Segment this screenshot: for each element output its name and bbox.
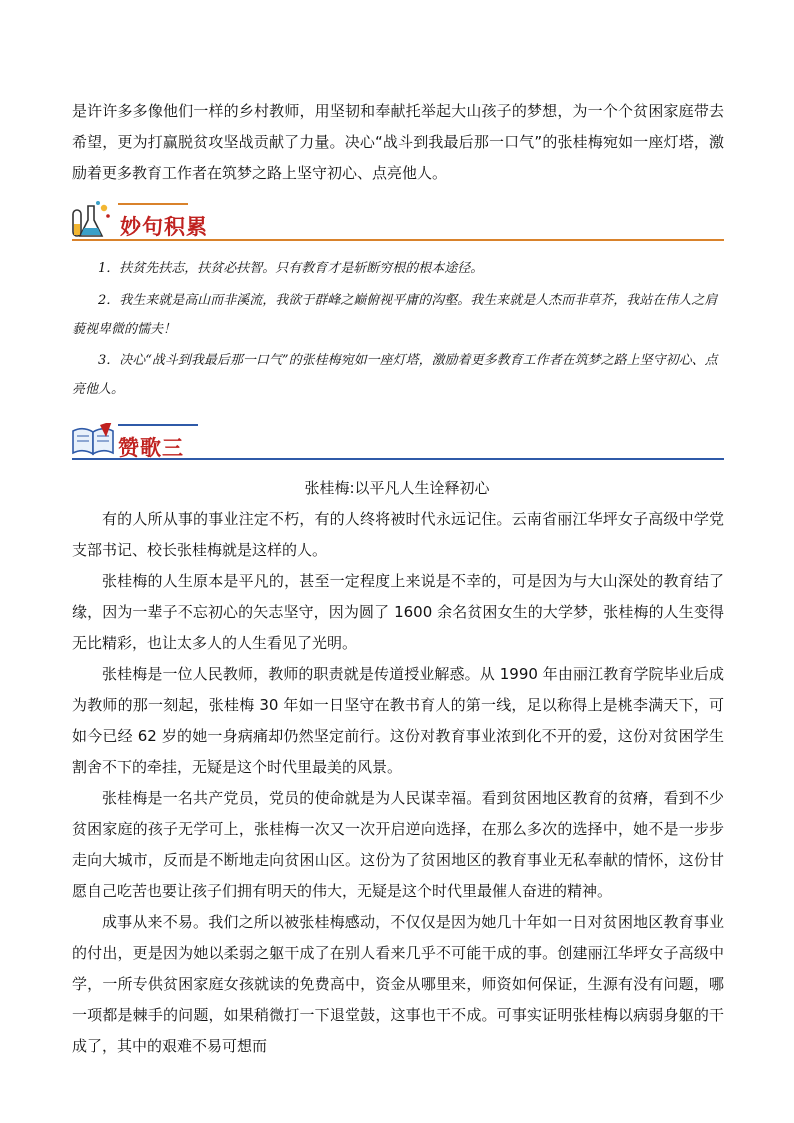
section-title: 妙句积累 bbox=[120, 215, 208, 239]
flask-icon bbox=[70, 200, 112, 240]
article-title: 张桂梅:以平凡人生诠释初心 bbox=[304, 479, 490, 497]
quote-item: 3．决心“战斗到我最后那一口气”的张桂梅宛如一座灯塔，激励着更多教育工作者在筑梦之路上坚守初心、点亮他人。 bbox=[72, 353, 718, 397]
article-paragraph: 张桂梅的人生原本是平凡的，甚至一定程度上来说是不幸的，可是因为与大山深处的教育结了缘，因为一辈子不忘初心的矢志坚守，因为圆了 1600 余名贫困女生的大学梦，张桂梅的人生变得无比精彩，也让太多人的人生看见了光明。 bbox=[72, 572, 724, 652]
article-paragraph: 有的人所从事的事业注定不朽，有的人终将被时代永远记住。云南省丽江华坪女子高级中学党支部书记、校长张桂梅就是这样的人。 bbox=[72, 510, 724, 559]
quote-item: 2．我生来就是高山而非溪流，我欲于群峰之巅俯视平庸的沟壑。我生来就是人杰而非草芥，我站在伟人之肩藐视卑微的懦夫！ bbox=[72, 293, 718, 337]
intro-paragraph: 是许许多多像他们一样的乡村教师，用坚韧和奉献托举起大山孩子的梦想，为一个个贫困家庭带去希望，更为打赢脱贫攻坚战贡献了力量。决心“战斗到我最后那一口气”的张桂梅宛如一座灯塔，激励着更多教育工作者在筑梦之路上坚守初心、点亮他人。 bbox=[72, 102, 724, 182]
section-title: 赞歌三 bbox=[118, 436, 184, 460]
article-paragraph: 张桂梅是一名共产党员，党员的使命就是为人民谋幸福。看到贫困地区教育的贫瘠，看到不少贫困家庭的孩子无学可上，张桂梅一次又一次开启逆向选择，在那么多次的选择中，她不是一步步走向大城市，反而是不断地走向贫困山区。这份为了贫困地区的教育事业无私奉献的情怀，这份甘愿自己吃苦也要让孩子们拥有明天的伟大，无疑是这个时代里最催人奋进的精神。 bbox=[72, 789, 724, 900]
section-divider bbox=[72, 239, 724, 241]
article-paragraph: 成事从来不易。我们之所以被张桂梅感动，不仅仅是因为她几十年如一日对贫困地区教育事业的付出，更是因为她以柔弱之躯干成了在别人看来几乎不可能干成的事。创建丽江华坪女子高级中学，一所专供贫困家庭女孩就读的免费高中，资金从哪里来，师资如何保证，生源有没有问题，哪一项都是棘手的问题，如果稍微打一下退堂鼓，这事也干不成。可事实证明张桂梅以病弱身躯的干成了，其中的艰难不易可想而 bbox=[72, 913, 724, 1055]
article-paragraph: 张桂梅是一位人民教师，教师的职责就是传道授业解惑。从 1990 年由丽江教育学院毕业后成为教师的那一刻起，张桂梅 30 年如一日坚守在教书育人的第一线，足以称得上是桃李满天下，可如今已经 62 岁的她一身病痛却仍然坚定前行。这份对教育事业浓到化不开的爱，这份对贫困学生割舍不下的牵挂，无疑是这个时代里最美的风景。 bbox=[72, 665, 724, 776]
title-overline bbox=[118, 203, 188, 205]
title-overline bbox=[118, 424, 198, 426]
book-icon bbox=[70, 423, 116, 457]
section-divider bbox=[72, 458, 724, 460]
quote-item: 1．扶贫先扶志，扶贫必扶智。只有教育才是斩断穷根的根本途径。 bbox=[98, 261, 484, 276]
